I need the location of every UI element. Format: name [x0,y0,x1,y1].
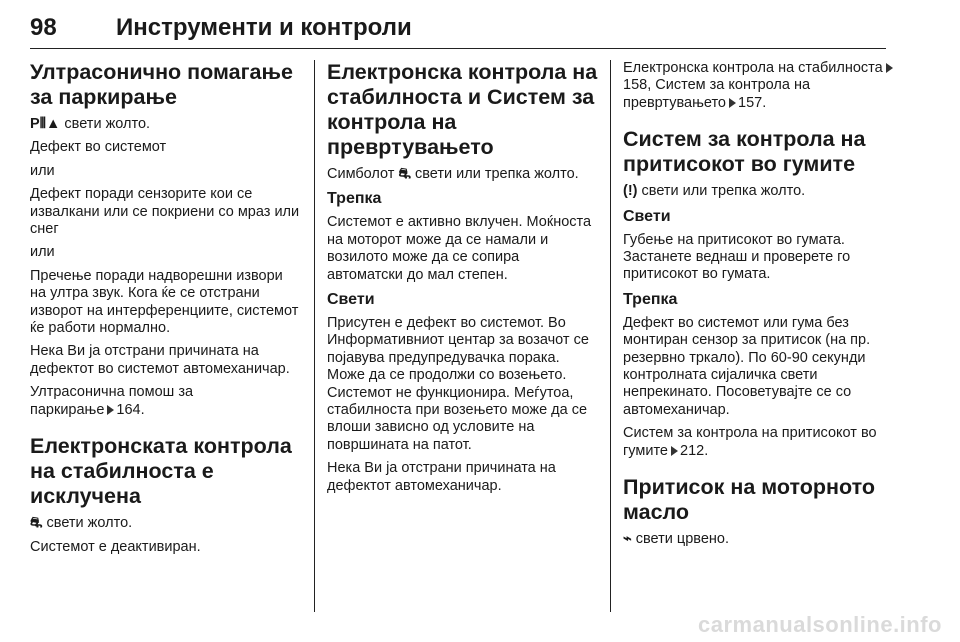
section-heading-oil-pressure: Притисок на моторното масло [623,475,875,525]
paragraph-cross-reference [623,425,903,460]
page-number: 98 [30,14,57,41]
paragraph: Нека Ви ја отстрани причината на дефектот во системот автомеханичар. [30,343,290,377]
paragraph [623,183,903,200]
page-reference[interactable]: 157. [738,94,767,111]
paragraph-cross-reference [30,384,302,419]
esc-off-icon: ⛐ [30,515,43,532]
text: свети или трепка жолто. [410,166,579,182]
page-reference[interactable]: 158, [623,77,652,94]
column-right [623,60,903,612]
page-header [30,12,886,49]
column-divider [610,60,611,612]
section-heading-parking-assist: Ултрасонично помагање за паркирање [30,60,293,109]
page-reference[interactable]: 212. [680,442,709,459]
page-title: Инструменти и контроли [116,14,412,41]
paragraph: Присутен е дефект во системот. Во Информативниот центар за возачот се појавува предупредувачка порака. Може да се продолжи со возењето. Системот не функционира. Меѓутоа, стабилноста при возењето може да се влоши зависно од условите на површината на патот. [327,315,589,453]
text: Ултрасонична помош за паркирање [30,384,194,418]
subheading-flashing: Трепка [623,290,678,308]
subheading-lit: Свети [327,291,375,309]
section-heading-esc-off: Електронската контрола на стабилноста е исклучена [30,434,292,509]
cross-reference-arrow-icon [729,98,736,108]
paragraph [623,531,903,548]
column-divider [314,60,315,612]
paragraph: Дефект во системот [30,139,167,156]
text: Систем за контрола на превртувањето [623,77,811,111]
page-reference[interactable]: 164. [116,401,145,418]
paragraph: Пречење поради надворешни извори на ултра звук. Кога ќе се отстрани изворот на интерференциите, системот ќе работи нормално. [30,267,299,337]
subheading-lit: Свети [623,207,671,225]
column-middle [327,60,599,612]
subheading-flashing: Трепка [327,190,382,208]
parking-assist-icon: P⦀▲ [30,116,61,132]
paragraph: Дефект поради сензорите кои се извалкани или се покриени со мраз или снег [30,186,300,238]
esc-icon: ⛐ [398,166,411,182]
paragraph: Системот е деактивиран. [30,538,201,555]
cross-reference-arrow-icon [671,446,678,456]
paragraph [30,116,302,133]
text: Систем за контрола на притисокот во гумите [623,425,877,459]
column-left [30,60,302,612]
section-heading-tpms: Систем за контрола на притисокот во гумите [623,127,866,177]
paragraph [327,166,599,183]
watermark: carmanualsonline.info [698,612,942,637]
text: свети жолто. [60,116,151,132]
tire-pressure-icon: (!) [623,183,638,200]
text: Симболот [327,166,399,182]
cross-reference-arrow-icon [107,405,114,415]
text: Електронска контрола на стабилноста [623,60,883,76]
paragraph: или [30,162,55,179]
paragraph: Нека Ви ја отстрани причината на дефектот автомеханичар. [327,460,556,494]
text: свети црвено. [631,531,729,548]
text: свети жолто. [42,515,133,532]
cross-reference-arrow-icon [886,63,893,73]
paragraph: Системот е активно вклучен. Моќноста на моторот може да се намали и возилото може да се сопира автоматски до мал степен. [327,214,592,283]
paragraph [30,515,302,532]
section-heading-esc: Електронска контрола на стабилноста и Систем за контрола на превртувањето [327,60,598,159]
paragraph: Губење на притисокот во гумата. Застанете веднаш и проверете го притисокот во гумата. [623,231,851,283]
paragraph-cross-reference [623,60,903,112]
oil-can-icon: ⌁ [623,531,632,548]
paragraph: или [30,244,55,261]
text: свети или трепка жолто. [637,183,806,200]
paragraph: Дефект во системот или гума без монтиран сензор за притисок (на пр. резервно тркало). По 60-90 секунди контролната сијаличка свети непрекинато. Посоветувајте се со автомеханичар. [623,314,871,418]
